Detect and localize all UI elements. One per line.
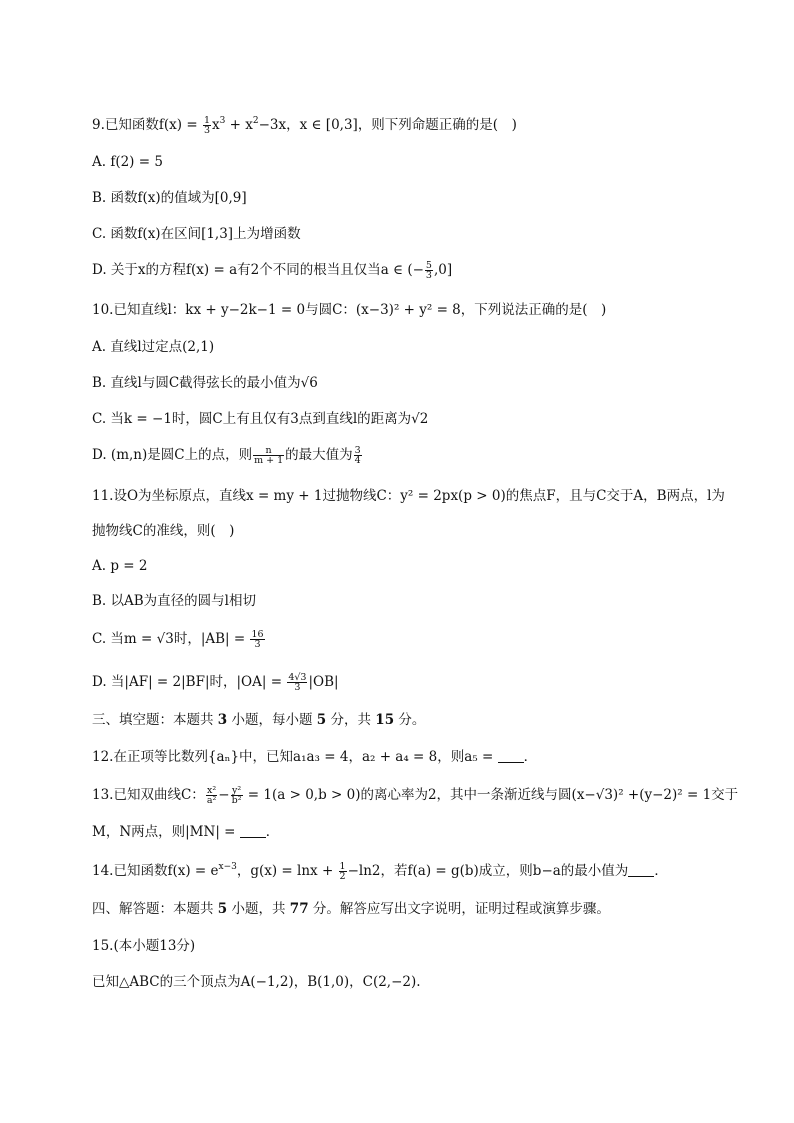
q9-option-b: B. 函数f(x)的值域为[0,9] [92, 190, 247, 206]
section-4-header: 四、解答题：本题共 5 小题，共 77 分。解答应写出文字说明，证明过程或演算步骤。 [92, 901, 610, 917]
answer-blank [498, 750, 524, 763]
q11-option-d: D. 当|AF| = 2|BF|时，|OA| = $\frac{4√3}{3}$ |OB| [92, 672, 339, 693]
q15-header: 15.(本小题13分) [92, 938, 196, 954]
q9-stem: 9.已知函数f(x) = $\frac{1}{3}$ $x^3 + x^2-3x$，x ∈ [0,3]，则下列命题正确的是( ) [92, 115, 517, 136]
q15-stem: 已知△ABC的三个顶点为A(−1,2)，B(1,0)，C(2,−2). [92, 974, 421, 990]
q10-option-b: B. 直线l与圆C截得弦长的最小值为√6 [92, 375, 318, 391]
section-3-header: 三、填空题：本题共 3 小题，每小题 5 分，共 15 分。 [92, 712, 426, 728]
q13-line2: M，N两点，则|MN| = ． [92, 824, 280, 840]
q11-stem-line1: 11.设O为坐标原点，直线x = my + 1过抛物线C：y² = 2px(p > 0)的焦点F，且与C交于A，B两点，l为 [92, 488, 725, 504]
answer-blank [240, 825, 266, 838]
q9-stem-prefix: 9.已知函数 [92, 117, 159, 133]
q13-line1: 13.已知双曲线C： $\frac{\text{x²}}{\text{a²}}$ − $\frac{\text{y²}}{\text{b²}}$ = 1(a > 0,b > 0)的离心率为2，其中一条渐近线与圆(x−√3)² +(y−2)² = 1交于 [92, 785, 739, 806]
q11-option-c: C. 当m = √3时，|AB| = $\frac{16}{3}$ [92, 629, 264, 650]
q11-option-a: A. p = 2 [92, 558, 148, 574]
fraction-one-third: $\frac{1}{3}$ [203, 115, 210, 136]
q9-option-a: A. f(2) = 5 [92, 154, 163, 170]
q10-option-d: D. (m,n)是圆C上的点，则 $\frac{n}{m + 1}$ 的最大值为 $\frac{3}{4}$ [92, 445, 361, 466]
q11-stem-line2: 抛物线C的准线，则( ) [92, 523, 235, 539]
q9-option-c: C. 函数f(x)在区间[1,3]上为增函数 [92, 226, 301, 242]
answer-blank [628, 864, 654, 877]
q9-option-d: D. 关于x的方程f(x) = a有2个不同的根当且仅当a ∈ (− $\frac{5}{3}$ ,0] [92, 260, 453, 281]
q10-option-c: C. 当k = −1时，圆C上有且仅有3点到直线l的距离为√2 [92, 411, 429, 427]
q11-option-b: B. 以AB为直径的圆与l相切 [92, 593, 256, 609]
q10-stem: 10.已知直线l：kx + y−2k−1 = 0与圆C：(x−3)² + y² = 8，下列说法正确的是( ) [92, 302, 607, 318]
q9-stem-suffix: ，则下列命题正确的是( ) [357, 117, 517, 133]
q10-option-a: A. 直线l过定点(2,1) [92, 339, 215, 355]
q14-stem: 14.已知函数$f(x) = e^{x-3}$，g(x) = lnx + $\frac{1}{2}$ −ln2，若f(a) = g(b)成立，则b−a的最小值为 ． [92, 861, 668, 882]
q12-stem: 12.在正项等比数列{aₙ}中，已知a₁a₃ = 4，a₂ + a₄ = 8，则a₅ = ． [92, 749, 538, 765]
